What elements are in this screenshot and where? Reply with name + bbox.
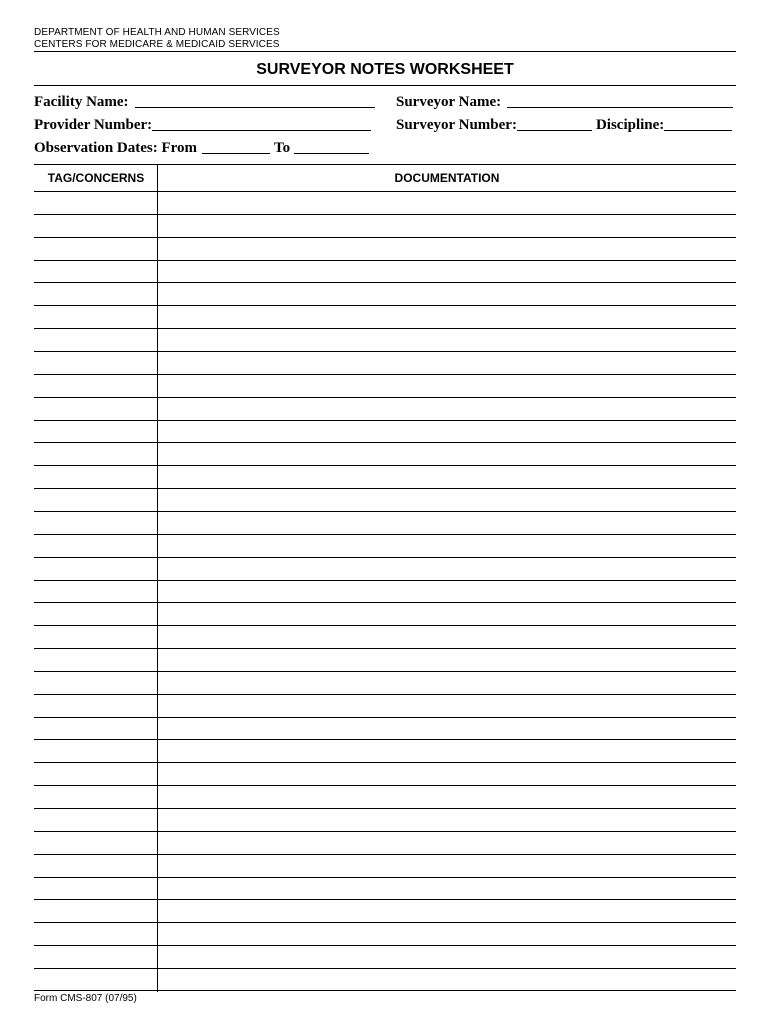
title-rule bbox=[34, 85, 736, 86]
table-row-line bbox=[34, 374, 736, 375]
surveyor-name-blank[interactable] bbox=[507, 94, 733, 108]
centers-name: CENTERS FOR MEDICARE & MEDICAID SERVICES bbox=[34, 39, 280, 50]
column-divider bbox=[157, 164, 158, 992]
table-row-line bbox=[34, 694, 736, 695]
facility-name-label: Facility Name: bbox=[34, 94, 129, 110]
table-row-line bbox=[34, 465, 736, 466]
facility-name-field bbox=[34, 93, 375, 111]
table-row-line bbox=[34, 602, 736, 603]
table-row-line bbox=[34, 717, 736, 718]
table-row-line bbox=[34, 488, 736, 489]
discipline-label: Discipline: bbox=[595, 117, 665, 133]
table-row-line bbox=[34, 671, 736, 672]
table-row-line bbox=[34, 580, 736, 581]
table-row-line bbox=[34, 351, 736, 352]
table-row-line bbox=[34, 420, 736, 421]
facility-name-blank[interactable] bbox=[135, 94, 375, 108]
page-title: SURVEYOR NOTES WORKSHEET bbox=[256, 61, 514, 78]
surveyor-number-field bbox=[396, 116, 732, 134]
observation-dates-field bbox=[34, 139, 369, 157]
table-row-line bbox=[34, 785, 736, 786]
table-row-line bbox=[34, 762, 736, 763]
table-row-line bbox=[34, 625, 736, 626]
observation-dates-from-label: Observation Dates: From bbox=[34, 140, 198, 156]
table-row-line bbox=[34, 968, 736, 969]
discipline-blank[interactable] bbox=[664, 117, 732, 131]
header-rule bbox=[34, 51, 736, 52]
table-row-line bbox=[34, 831, 736, 832]
table-row-line bbox=[34, 397, 736, 398]
table-top-rule bbox=[34, 164, 736, 165]
table-row-line bbox=[34, 854, 736, 855]
surveyor-number-label: Surveyor Number: bbox=[396, 117, 517, 133]
table-row-line bbox=[34, 648, 736, 649]
form-number: Form CMS-807 (07/95) bbox=[34, 993, 137, 1004]
surveyor-number-blank[interactable] bbox=[517, 117, 592, 131]
table-row-line bbox=[34, 282, 736, 283]
table-row-line bbox=[34, 945, 736, 946]
documentation-header: DOCUMENTATION bbox=[394, 171, 500, 185]
table-row-line bbox=[34, 237, 736, 238]
department-name: DEPARTMENT OF HEALTH AND HUMAN SERVICES bbox=[34, 27, 280, 38]
table-row-line bbox=[34, 328, 736, 329]
tag-concerns-header: TAG/CONCERNS bbox=[47, 171, 145, 185]
table-row-line bbox=[34, 214, 736, 215]
table-row-line bbox=[34, 305, 736, 306]
observation-from-blank[interactable] bbox=[202, 140, 270, 154]
table-row-line bbox=[34, 899, 736, 900]
provider-number-blank[interactable] bbox=[152, 117, 371, 131]
observation-to-blank[interactable] bbox=[294, 140, 369, 154]
table-header-rule bbox=[34, 191, 736, 192]
surveyor-name-field bbox=[396, 93, 733, 111]
table-row-line bbox=[34, 808, 736, 809]
table-row-line bbox=[34, 877, 736, 878]
observation-to-label: To bbox=[274, 140, 291, 156]
table-row-line bbox=[34, 260, 736, 261]
table-row-line bbox=[34, 534, 736, 535]
table-row-line bbox=[34, 442, 736, 443]
provider-number-field bbox=[34, 116, 371, 134]
table-bottom-rule bbox=[34, 990, 736, 991]
provider-number-label: Provider Number: bbox=[34, 117, 153, 133]
table-row-line bbox=[34, 739, 736, 740]
table-row-line bbox=[34, 511, 736, 512]
table-row-line bbox=[34, 557, 736, 558]
table-row-line bbox=[34, 922, 736, 923]
surveyor-name-label: Surveyor Name: bbox=[396, 94, 502, 110]
